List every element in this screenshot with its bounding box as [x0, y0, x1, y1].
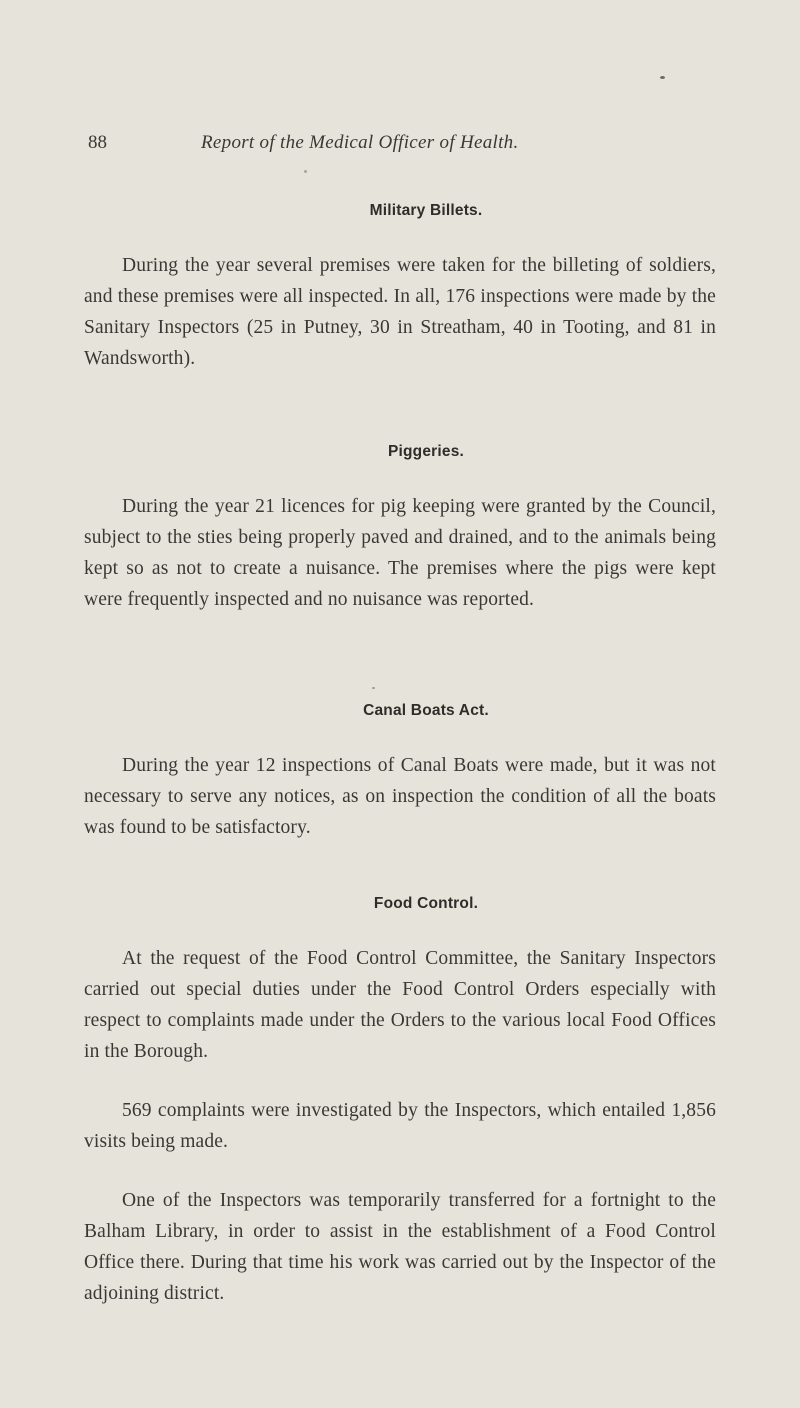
section-paragraph: 569 complaints were investigated by the Inspectors, which entailed 1,856 visits being made.	[84, 1100, 716, 1152]
section-paragraph: During the year 12 inspections of Canal Boats were made, but it was not necessary to serve any notices, as on inspection the condition of all the boats was found to be satisfactory.	[84, 755, 716, 838]
running-title: Report of the Medical Officer of Health.	[201, 132, 519, 153]
section-heading: Food Control.	[373, 895, 479, 912]
section-military-billets	[84, 202, 716, 374]
paper-speck	[372, 687, 375, 689]
section-heading: Canal Boats Act.	[363, 702, 489, 719]
section-canal-boats-act	[84, 702, 716, 843]
section-paragraph: One of the Inspectors was temporarily transferred for a fortnight to the Balham Library, in order to assist in the establishment of a Food Control Office there. During that time his work was carried out by the Inspector of the adjoining district.	[84, 1190, 716, 1304]
page-number: 88	[88, 132, 107, 153]
section-paragraph: At the request of the Food Control Committee, the Sanitary Inspectors carried out special duties under the Food Control Orders especially with respect to complaints made under the Orders to the various local Food Offices in the Borough.	[84, 948, 716, 1062]
running-header	[88, 132, 728, 162]
section-heading: Piggeries.	[387, 443, 465, 460]
section-paragraph: During the year 21 licences for pig keeping were granted by the Council, subject to the sties being properly paved and drained, and to the animals being kept so as not to create a nuisance. The premises where the pigs were kept were frequently inspected and no nuisance was reported.	[84, 496, 716, 610]
section-paragraph: During the year several premises were taken for the billeting of soldiers, and these premises were all inspected. In all, 176 inspections were made by the Sanitary Inspectors (25 in Putney, 30 in Streatham, 40 in Tooting, and 81 in Wandsworth).	[84, 255, 716, 369]
section-piggeries	[84, 443, 716, 615]
paper-speck	[660, 76, 665, 79]
section-food-control	[84, 895, 716, 1309]
paper-speck	[304, 170, 307, 173]
section-heading: Military Billets.	[369, 202, 483, 219]
